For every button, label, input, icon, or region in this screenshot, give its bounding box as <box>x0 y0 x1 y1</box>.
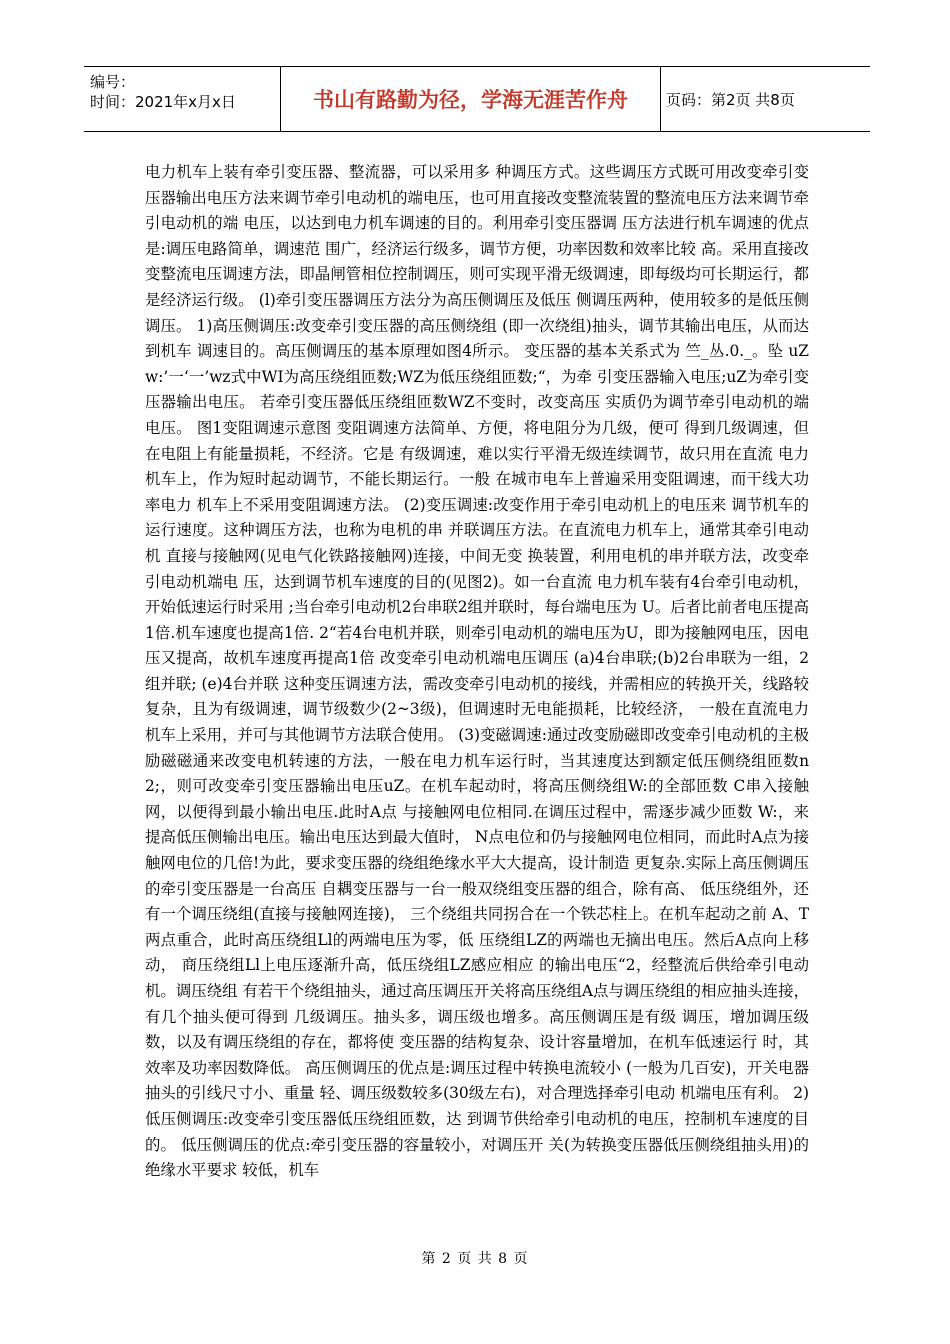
doc-number-label: 编号： <box>90 73 136 91</box>
header-motto: 书山有路勤为径，学海无涯苦作舟 <box>313 88 628 112</box>
body-text: 电力机车上装有牵引变压器、整流器，可以采用多 种调压方式。这些调压方式既可用改变牵引变压器输出电压方法来调节牵引电动机的端电压，也可用直接改变整流装置的整流电压方法来调节牵引电动机的端 电压，以达到电力机车调速的目的。利用牵引变压器调 压方法进行机车调速的优点是:调压电路简单，调速范 围广，经济运行级多，调节方便，功率因数和效率比较 高。采用直接改变整流电压调速方法，即晶闸管相位控制调压，则可实现平滑无级调速，即每级均可长期运行，都是经济运行级。 (l)牵引变压器调压方法分为高压侧调压及低压 侧调压两种，使用较多的是低压侧调压。 1)高压侧调压:改变牵引变压器的高压侧绕组 (即一次绕组)抽头，调节其输出电压，从而达到机车 调速目的。高压侧调压的基本原理如图4所示。 变压器的基本关系式为 竺_丛.0._。坠 uZw:’一‘一’wz式中WI为高压绕组匝数;WZ为低压绕组匝数;“，为牵 引变压器输入电压;uZ为牵引变压器输出电压。 若牵引变压器低压绕组匝数WZ不变时，改变高压 实质仍为调节牵引电动机的端电压。 图1变阻调速示意图 变阻调速方法简单、方便，将电阻分为几级，便可 得到几级调速，但在电阻上有能量损耗，不经济。它是 有级调速，难以实行平滑无级连续调节，故只用在直流 电力机车上，作为短时起动调节，不能长期运行。一般 在城市电车上普遍采用变阻调速，而干线大功率电力 机车上不采用变阻调速方法。 (2)变压调速:改变作用于牵引电动机上的电压来 调节机车的运行速度。这种调压方法，也称为电机的串 并联调压方法。在直流电力机车上，通常其牵引电动机 直接与接触网(见电气化铁路接触网)连接，中间无变 换装置，利用电机的串并联方法，改变牵引电动机端电 压，达到调节机车速度的目的(见图2)。如一台直流 电力机车装有4台牵引电动机，开始低速运行时采用 ;当台牵引电动机2台串联2组并联时，每台端电压为 U。后者比前者电压提高1倍.机车速度也提高1倍. 2“若4台电机并联，则牵引电动机的端电压为U，即为接触网电压，因电压又提高，故机车速度再提高1倍 改变牵引电动机端电压调压 (a)4台串联;(b)2台串联为一组，2组并联; (e)4台并联 这种变压调速方法，需改变牵引电动机的接线，并需相应的转换开关，线路较复杂，且为有级调速，调节级数少(2~3级)，但调速时无电能损耗，比较经济， 一般在直流电力机车上采用，并可与其他调节方法联合使用。 (3)变磁调速:通过改变励磁即改变牵引电动机的主极励磁磁通来改变电机转速的方法，一般在电力机车运行时，当其速度达到额定低压侧绕组匝数n2;，则可改变牵引变压器输出电压uZ。在机车起动时，将高压侧绕组W:的全部匝数 C串入接触网，以便得到最小输出电压.此时A点 与接触网电位相同.在调压过程中，需逐步减少匝数 W:，来提高低压侧输出电压。输出电压达到最大值时， N点电位和仍与接触网电位相同，而此时A点为接触网电位的几倍!为此，要求变压器的绕组绝缘水平大大提高，设计制造 更复杂.实际上高压侧调压的牵引变压器是一台高压 自耦变压器与一台一般双绕组变压器的组合，除有高、 低压绕组外，还有一个调压绕组(直接与接触网连接)， 三个绕组共同拐合在一个铁芯柱上。在机车起动之前 A、T两点重合，此时高压绕组Ll的两端电压为零，低 压绕组LZ的两端也无摘出电压。然后A点向上移动， 商压绕组Ll上电压逐渐升高，低压绕组LZ感应相应 的输出电压“2，经整流后供给牵引电动机。调压绕组 有若干个绕组抽头，通过高压调压开关将高压绕组A点与调压绕组的相应抽头连接，有几个抽头便可得到 几级调压。抽头多，调压级也增多。高压侧调压是有级 调压，增加调压级数，以及有调压绕组的存在，都将使 变压器的结构复杂、设计容量增加，在机车低速运行 时，其效率及功率因数降低。 高压侧调压的优点是:调压过程中转换电流较小 (一般为几百安)，开关电器抽头的引线尺寸小、重量 轻、调压级数较多(30级左右)，对合理选择牵引电动 机端电压有利。 2)低压侧调压:改变牵引变压器低压绕组匝数，达 到调节供给牵引电动机的电压，控制机车速度的目的。 低压侧调压的优点:牵引变压器的容量较小，对调压开 关(为转换变压器低压侧绕组抽头用)的绝缘水平要求 较低，机车 <box>145 163 809 1180</box>
header-divider <box>660 67 661 131</box>
header-page-info: 页码：第2页 共8页 <box>666 90 795 109</box>
date-label: 时间：2021年x月x日 <box>90 93 236 111</box>
page-header <box>84 66 870 132</box>
header-meta <box>90 72 236 112</box>
page-footer: 第 2 页 共 8 页 <box>421 1251 529 1267</box>
